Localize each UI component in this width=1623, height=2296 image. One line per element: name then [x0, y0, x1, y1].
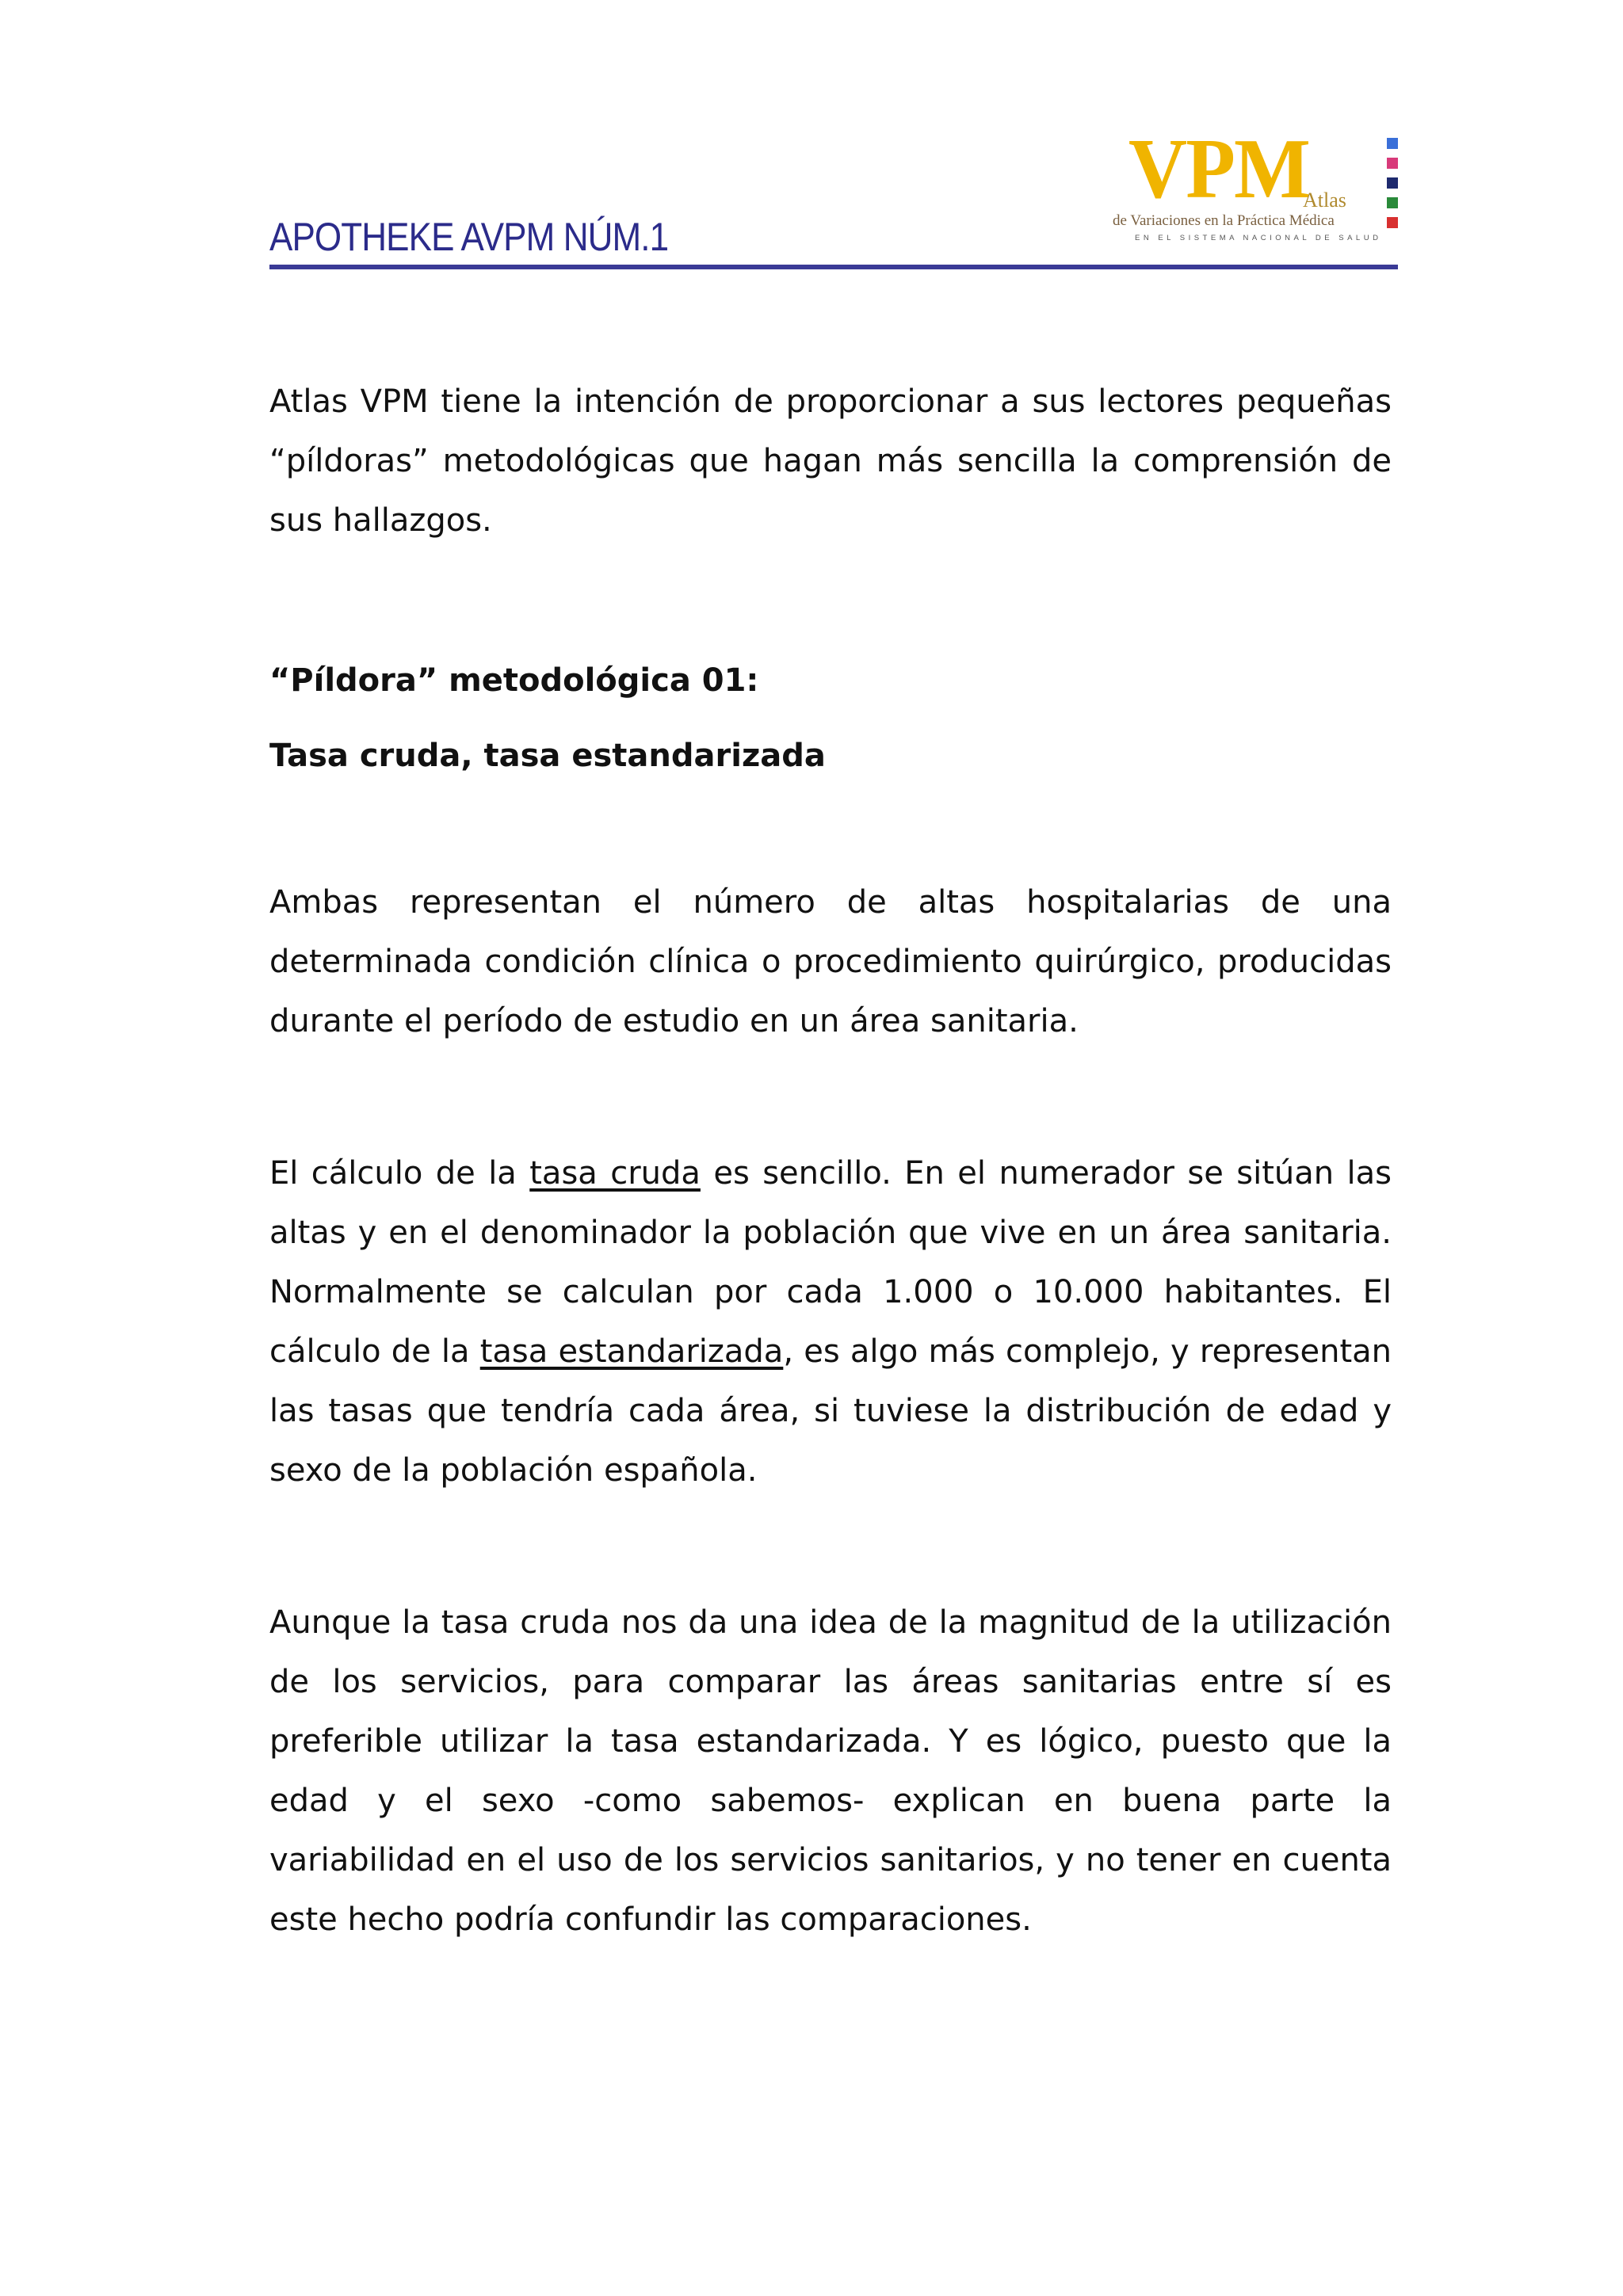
calc-text-2: es sencillo. En el numerador se sitúan las altas y en el denominador la población que vive en un área sanitaria. Normalmente se calculan por cada 1.000 o 10.000 habitantes. El cálculo de la — [269, 1155, 1392, 1370]
calc-text-3: , es algo más complejo, y representan las tasas que tendría cada área, si tuviese la distribución de edad y sexo de la población española. — [269, 1333, 1392, 1489]
section-subheading: Tasa cruda, tasa estandarizada — [269, 738, 826, 774]
document-title: APOTHEKE AVPM NÚM.1 — [269, 215, 669, 259]
page-header — [269, 119, 1398, 269]
term-tasa-cruda: tasa cruda — [529, 1155, 701, 1192]
calculation-paragraph — [269, 1144, 1392, 1501]
document-body — [269, 372, 1392, 1950]
section-heading: “Píldora” metodológica 01: — [269, 662, 759, 699]
header-divider — [269, 265, 1398, 269]
calc-text-1: El cálculo de la — [269, 1155, 530, 1192]
logo-square — [1387, 158, 1398, 169]
logo-subtitle: de Variaciones en la Práctica Médica — [1113, 212, 1335, 229]
term-tasa-estandarizada: tasa estandarizada — [479, 1333, 784, 1370]
logo-subtitle-small: EN EL SISTEMA NACIONAL DE SALUD — [1135, 234, 1382, 242]
logo-atlas-text: Atlas — [1303, 189, 1346, 212]
logo-square — [1387, 138, 1398, 149]
logo-square — [1387, 217, 1398, 228]
logo-wordmark: VPM — [1128, 122, 1309, 216]
intro-paragraph: Atlas VPM tiene la intención de proporcionar a sus lectores pequeñas “píldoras” metodológicas que hagan más sencilla la comprensión de sus hallazgos. — [269, 383, 1392, 539]
logo-color-squares — [1387, 138, 1398, 237]
logo-square — [1387, 197, 1398, 208]
vpm-logo — [1113, 122, 1398, 246]
comparison-paragraph: Aunque la tasa cruda nos da una idea de la magnitud de la utilización de los servicios, para comparar las áreas sanitarias entre sí es preferible utilizar la tasa estandarizada. Y es lógico, puesto que la edad y el sexo -como sabemos- explican en buena parte la variabilidad en el uso de los servicios sanitarios, y no tener en cuenta este hecho podría confundir las comparaciones. — [269, 1604, 1392, 1938]
definition-paragraph: Ambas representan el número de altas hospitalarias de una determinada condición clínica o procedimiento quirúrgico, producidas durante el período de estudio en un área sanitaria. — [269, 884, 1392, 1039]
logo-square — [1387, 177, 1398, 189]
